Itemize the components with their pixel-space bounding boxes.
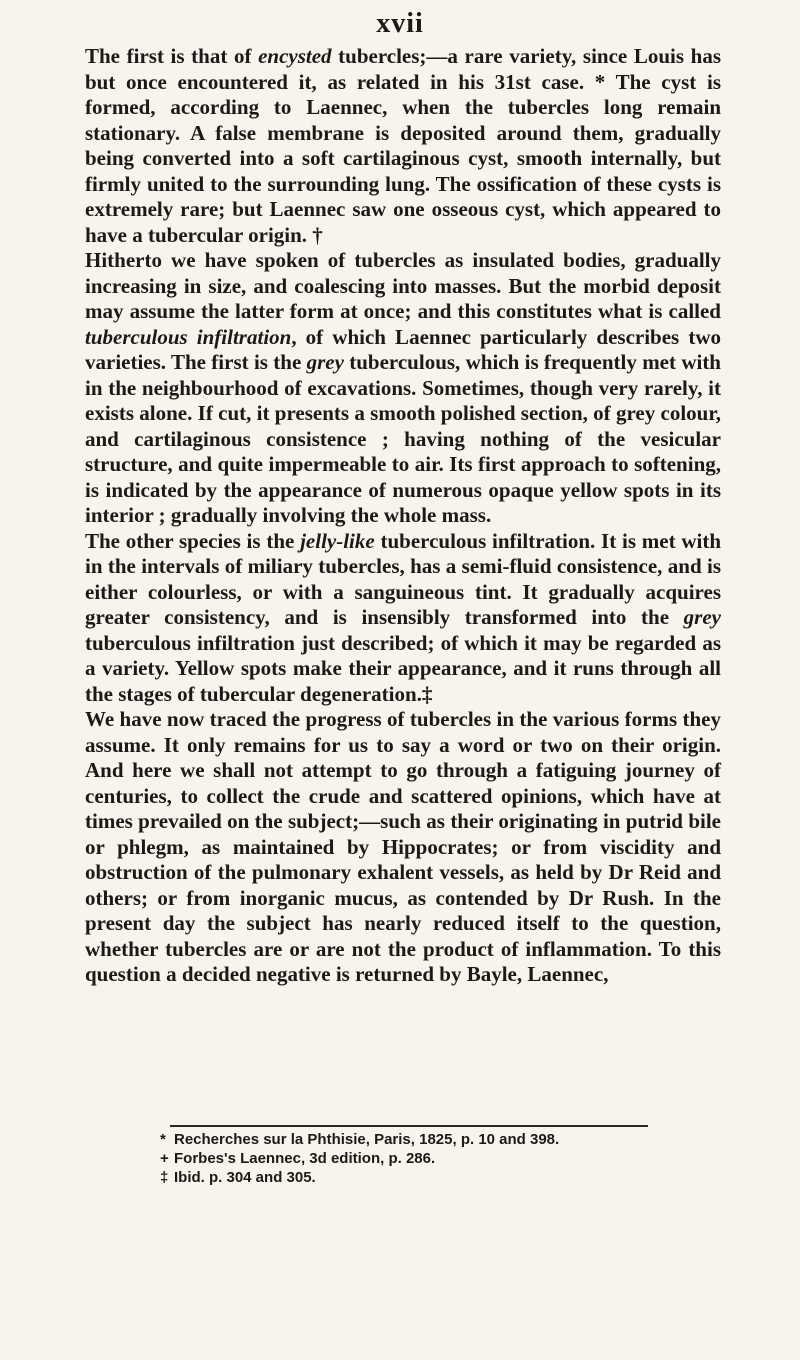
footnote-mark: + [160, 1150, 169, 1167]
italic-term: tuberculous infiltration [85, 324, 292, 349]
paragraph-jelly-like-infiltration [85, 529, 721, 708]
paragraph-tuberculous-infiltration [85, 248, 721, 529]
paragraph-origin-of-tubercles [85, 707, 721, 988]
text-run: The first is that of [85, 44, 259, 68]
footnote [160, 1149, 680, 1168]
text-run: The other species is the [85, 528, 301, 553]
italic-term: jelly-like [300, 528, 375, 553]
text-run: Hitherto we have spoken of tubercles as insulated bodies, gradually increasing in size, and coalescing into masses. But the morbid deposit may assume the latter form at once; and this constitutes what is called [85, 248, 721, 323]
footnote-text: Ibid. p. 304 and 305. [174, 1169, 316, 1186]
italic-term: encysted [258, 44, 332, 68]
footnote-divider [170, 1125, 648, 1127]
paragraph-encysted-tubercles [85, 44, 721, 248]
italic-term: grey [683, 605, 721, 629]
text-run: tuberculous infiltration just described; of which it may be regarded as a variety. Yellow spots make their appearance, and it runs through all the stages of tubercular degeneration.‡ [85, 630, 721, 706]
footnote [160, 1168, 680, 1187]
footnote [160, 1130, 680, 1149]
footnote-text: Recherches sur la Phthisie, Paris, 1825, p. 10 and 398. [174, 1131, 560, 1148]
footnotes [160, 1130, 680, 1187]
text-run: tuberculous, which is frequently met with in the neighbourhood of excavations. Sometimes, though very rarely, it exists alone. If cut, it presents a smooth polished section, of grey colour, and cartilaginous consistence ; having nothing of the vesicular structure, and quite impermeable to air. Its first approach to softening, is indicated by the appearance of numerous opaque yellow spots in its interior ; gradually involving the whole mass. [85, 350, 721, 527]
text-run: We have now traced the progress of tubercles in the various forms they assume. It only remains for us to say a word or two on their origin. And here we shall not attempt to go through a fatiguing journey of centuries, to collect the crude and scattered opinions, which have at times prevailed on the subject;—such as their originating in putrid bile or phlegm, as maintained by Hippocrates; or from viscidity and obstruction of the pulmonary exhalent vessels, as held by Dr Reid and others; or from inorganic mucus, as contended by Dr Rush. In the present day the subject has nearly reduced itself to the question, whether tubercles are or are not the product of inflammation. To this question a decided negative is returned by Bayle, Laennec, [85, 707, 721, 986]
footnote-text: Forbes's Laennec, 3d edition, p. 286. [174, 1150, 436, 1167]
page-number: xvii [376, 8, 424, 39]
footnote-mark: ‡ [160, 1169, 169, 1186]
italic-term: grey [306, 350, 344, 374]
text-run: tubercles;—a rare variety, since Louis has but once encountered it, as related in his 31st case. * The cyst is formed, according to Laennec, when the tubercles long remain stationary. A false membrane is deposited around them, gradually being converted into a soft cartilaginous cyst, smooth internally, but firmly united to the surrounding lung. The ossification of these cysts is extremely rare; but Laennec saw one osseous cyst, which appeared to have a tubercular origin. † [85, 44, 721, 247]
text-run: , of which Laennec particularly describes two varieties. The first is the [85, 324, 721, 374]
text-run: tuberculous infiltration. It is met with in the intervals of miliary tubercles, has a semi-fluid consistence, and is either colourless, or with a sanguineous tint. It gradually acquires greater consistency, and is insensibly transformed into the [85, 528, 721, 629]
body-text [85, 44, 721, 988]
footnote-mark: * [160, 1131, 166, 1148]
